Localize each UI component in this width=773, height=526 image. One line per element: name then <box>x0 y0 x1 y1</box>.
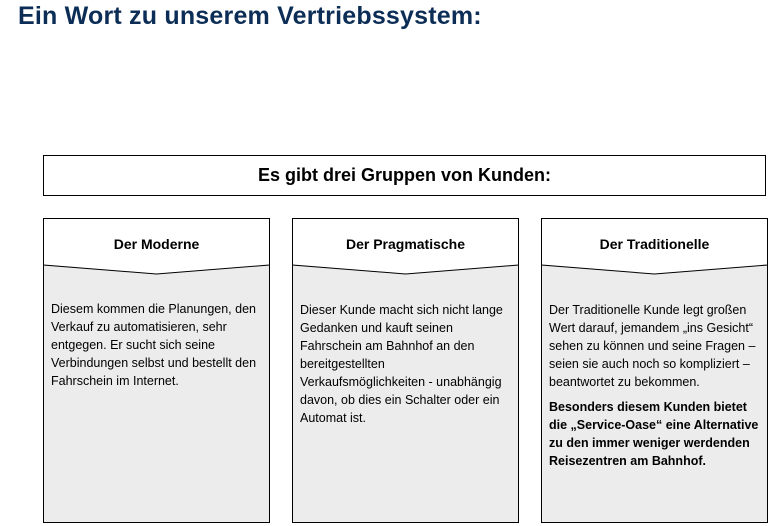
column-body-text: Diesem kommen die Planungen, den Verkauf zu automatisieren, sehr entgegen. Er sucht sich seine Verbindungen selbst und bestellt den Fahrschein im Internet. <box>51 302 257 388</box>
column-emphasis-text: Besonders diesem Kunden bietet die „Service-Oase“ eine Alternative zu den immer weniger werdenden Reisezentren am Bahnhof. <box>549 400 759 468</box>
column-body <box>549 301 762 477</box>
column-body-text: Dieser Kunde macht sich nicht lange Gedanken und kauft seinen Fahrschein am Bahnhof an den bereitgestellten Verkaufsmöglichkeiten - unabhängig davon, ob dies ein Schalter oder ein Automat ist. <box>300 303 503 425</box>
customer-column-moderne <box>43 218 270 523</box>
column-title: Der Moderne <box>113 236 200 252</box>
column-title: Der Traditionelle <box>599 236 710 252</box>
column-body <box>300 301 513 434</box>
customer-column-traditionelle <box>541 218 768 523</box>
customer-groups-header-text: Es gibt drei Gruppen von Kunden: <box>257 165 551 185</box>
customer-groups-header <box>43 155 766 196</box>
column-body-text: Der Traditionelle Kunde legt großen Wert darauf, jemandem „ins Gesicht“ sehen zu können und seine Fragen – seien sie auch noch so kompliziert – beantwortet zu bekommen. <box>549 303 756 389</box>
customer-column-pragmatische <box>292 218 519 523</box>
column-title: Der Pragmatische <box>345 236 466 252</box>
column-body <box>51 300 264 397</box>
page-title: Ein Wort zu unserem Vertriebssystem: <box>18 2 482 30</box>
